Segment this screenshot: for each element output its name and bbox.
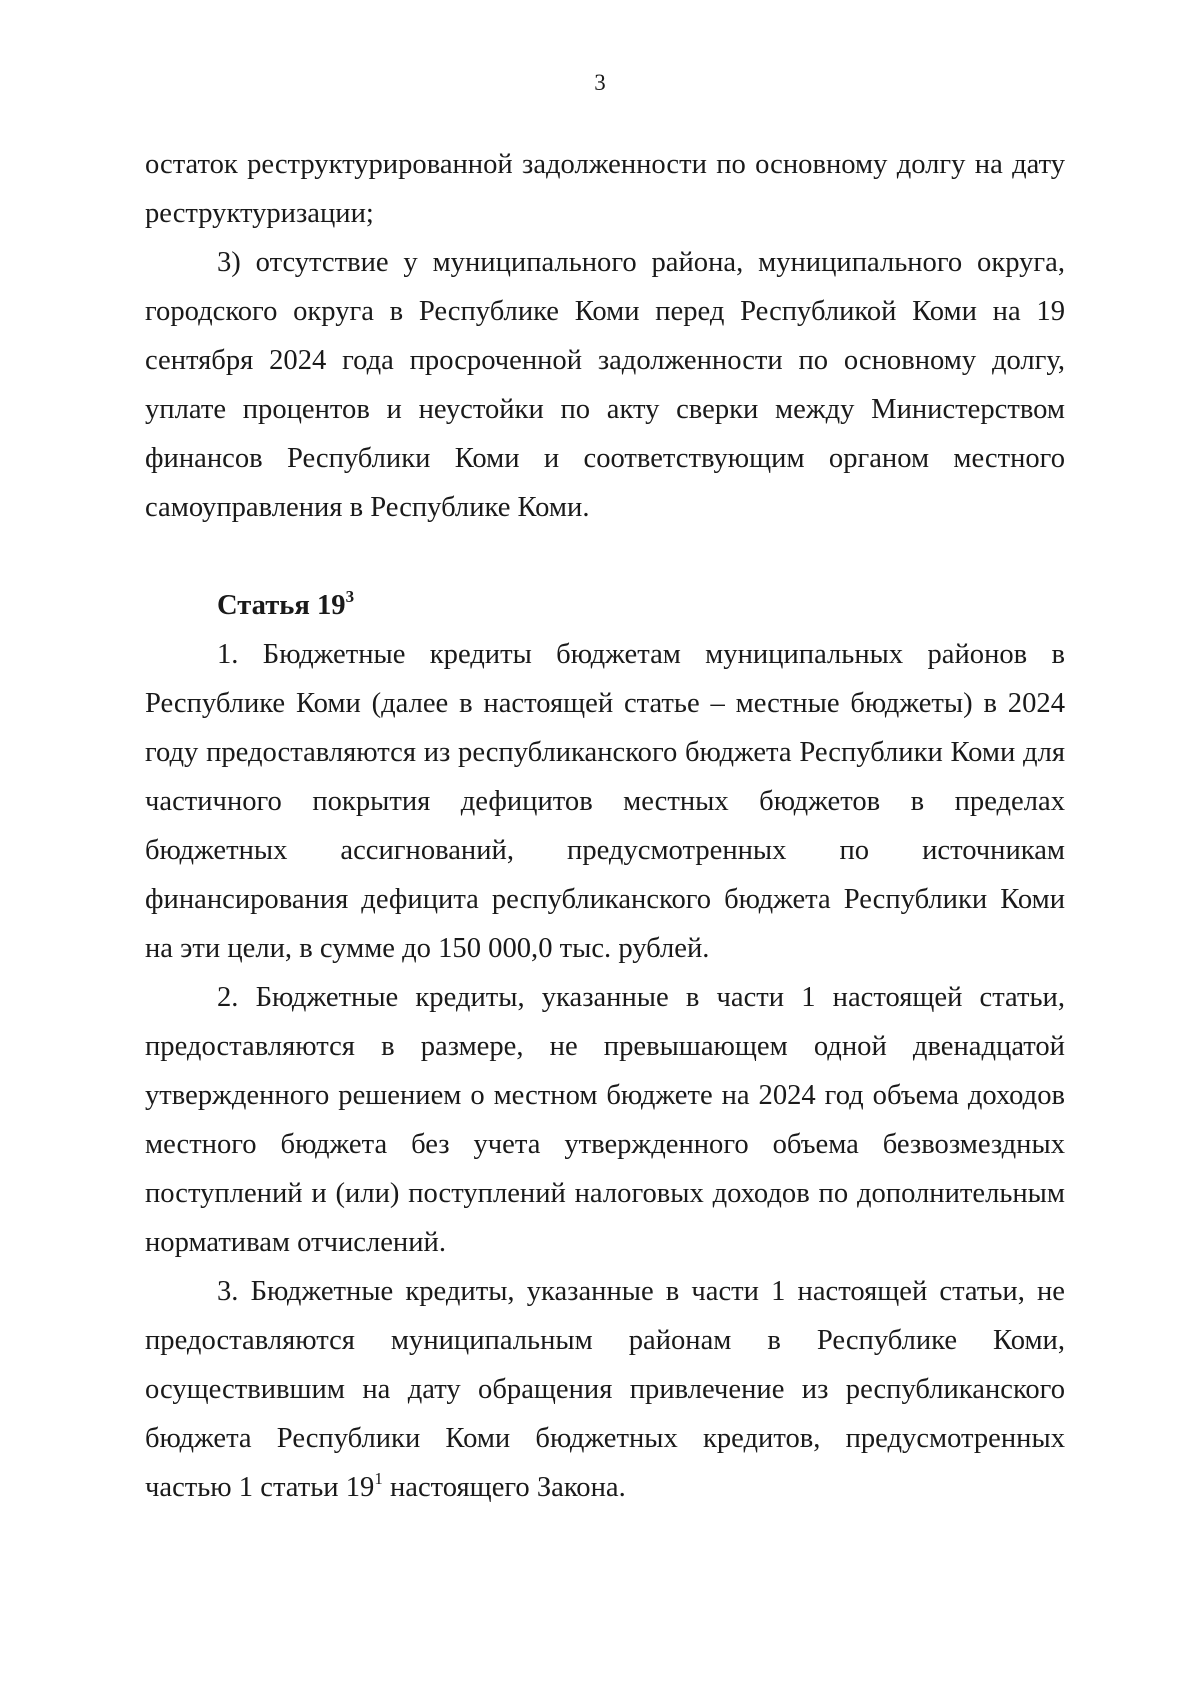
document-body: [145, 140, 1065, 1512]
article-heading: [145, 581, 1065, 630]
paragraph-part-3-text: 3. Бюджетные кредиты, указанные в части 1 настоящей статьи, не предоставляются муниципальным районам в Республике Коми, осуществившим на дату обращения привлечение из республиканского бюджета Республики Коми бюджетных кредитов, предусмотренных частью 1 статьи 19: [145, 1276, 1065, 1503]
paragraph-continuation: остаток реструктурированной задолженности по основному долгу на дату реструктуризации;: [145, 149, 1065, 229]
page-number: 3: [594, 70, 606, 95]
article-reference-superscript: 1: [374, 1469, 383, 1488]
paragraph-part-3: [145, 1267, 1065, 1512]
article-title: Статья 19: [217, 590, 346, 621]
paragraph-item-3: 3) отсутствие у муниципального района, муниципального округа, городского округа в Республике Коми перед Республикой Коми на 19 сентября 2024 года просроченной задолженности по основному долгу, уплате процентов и неустойки по акту сверки между Министерством финансов Республики Коми и соответствующим органом местного самоуправления в Республике Коми.: [145, 247, 1065, 523]
paragraph-part-2: 2. Бюджетные кредиты, указанные в части 1 настоящей статьи, предоставляются в размере, не превышающем одной двенадцатой утвержденного решением о местном бюджете на 2024 год объема доходов местного бюджета без учета утвержденного объема безвозмездных поступлений и (или) поступлений налоговых доходов по дополнительным нормативам отчислений.: [145, 982, 1065, 1258]
article-title-superscript: 3: [345, 587, 355, 606]
paragraph-part-3-ending: настоящего Закона.: [382, 1472, 626, 1503]
paragraph-part-1: 1. Бюджетные кредиты бюджетам муниципальных районов в Республике Коми (далее в настоящей статье – местные бюджеты) в 2024 году предоставляются из республиканского бюджета Республики Коми для частичного покрытия дефицитов местных бюджетов в пределах бюджетных ассигнований, предусмотренных по источникам финансирования дефицита республиканского бюджета Республики Коми на эти цели, в сумме до 150 000,0 тыс. рублей.: [145, 639, 1065, 964]
